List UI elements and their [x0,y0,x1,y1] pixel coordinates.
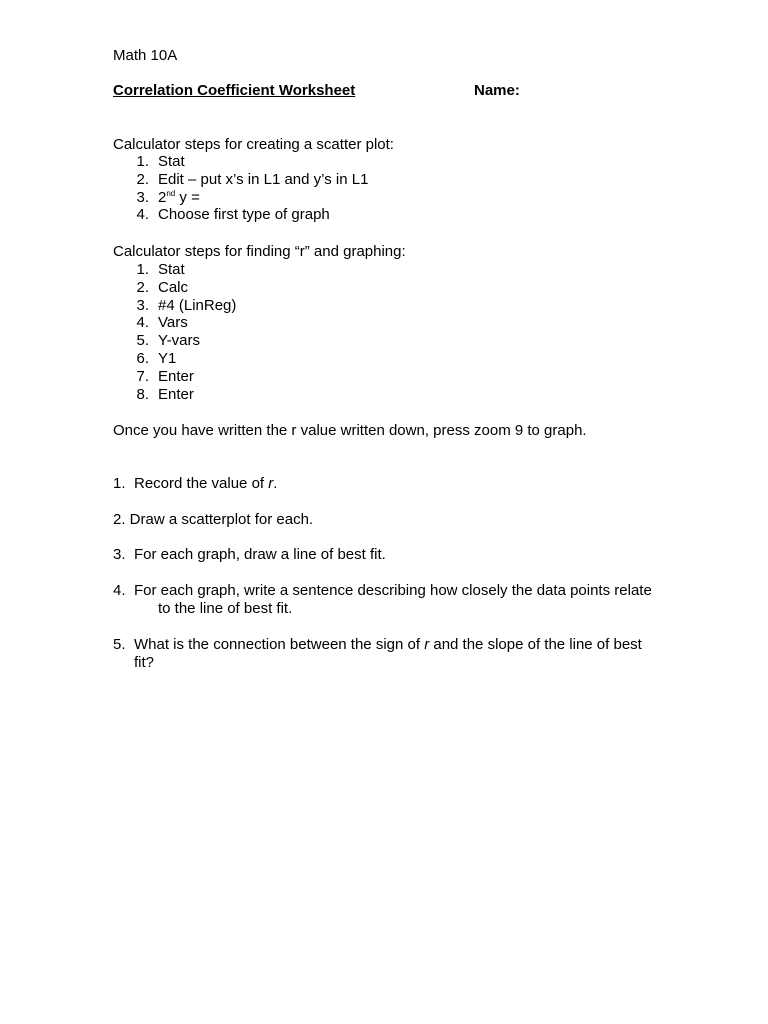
question-4: 4. For each graph, write a sentence describing how closely the data points relate to the line of best fit. [113,582,652,617]
scatter-steps-heading: Calculator steps for creating a scatter plot: [113,136,394,153]
question-2: 2. Draw a scatterplot for each. [113,511,314,528]
r-steps-heading: Calculator steps for finding “r” and graphing: [113,243,406,260]
question-3: 3. For each graph, draw a line of best fit. [113,546,386,563]
question-5: 5. What is the connection between the sign of r and the slope of the line of best fit? [113,636,642,671]
name-label: Name: [474,82,520,99]
worksheet-title: Correlation Coefficient Worksheet [113,82,356,99]
question-1: 1. Record the value of r. [113,475,278,492]
graph-instruction-note: Once you have written the r value written down, press zoom 9 to graph. [113,422,587,439]
course-label: Math 10A [113,47,178,64]
